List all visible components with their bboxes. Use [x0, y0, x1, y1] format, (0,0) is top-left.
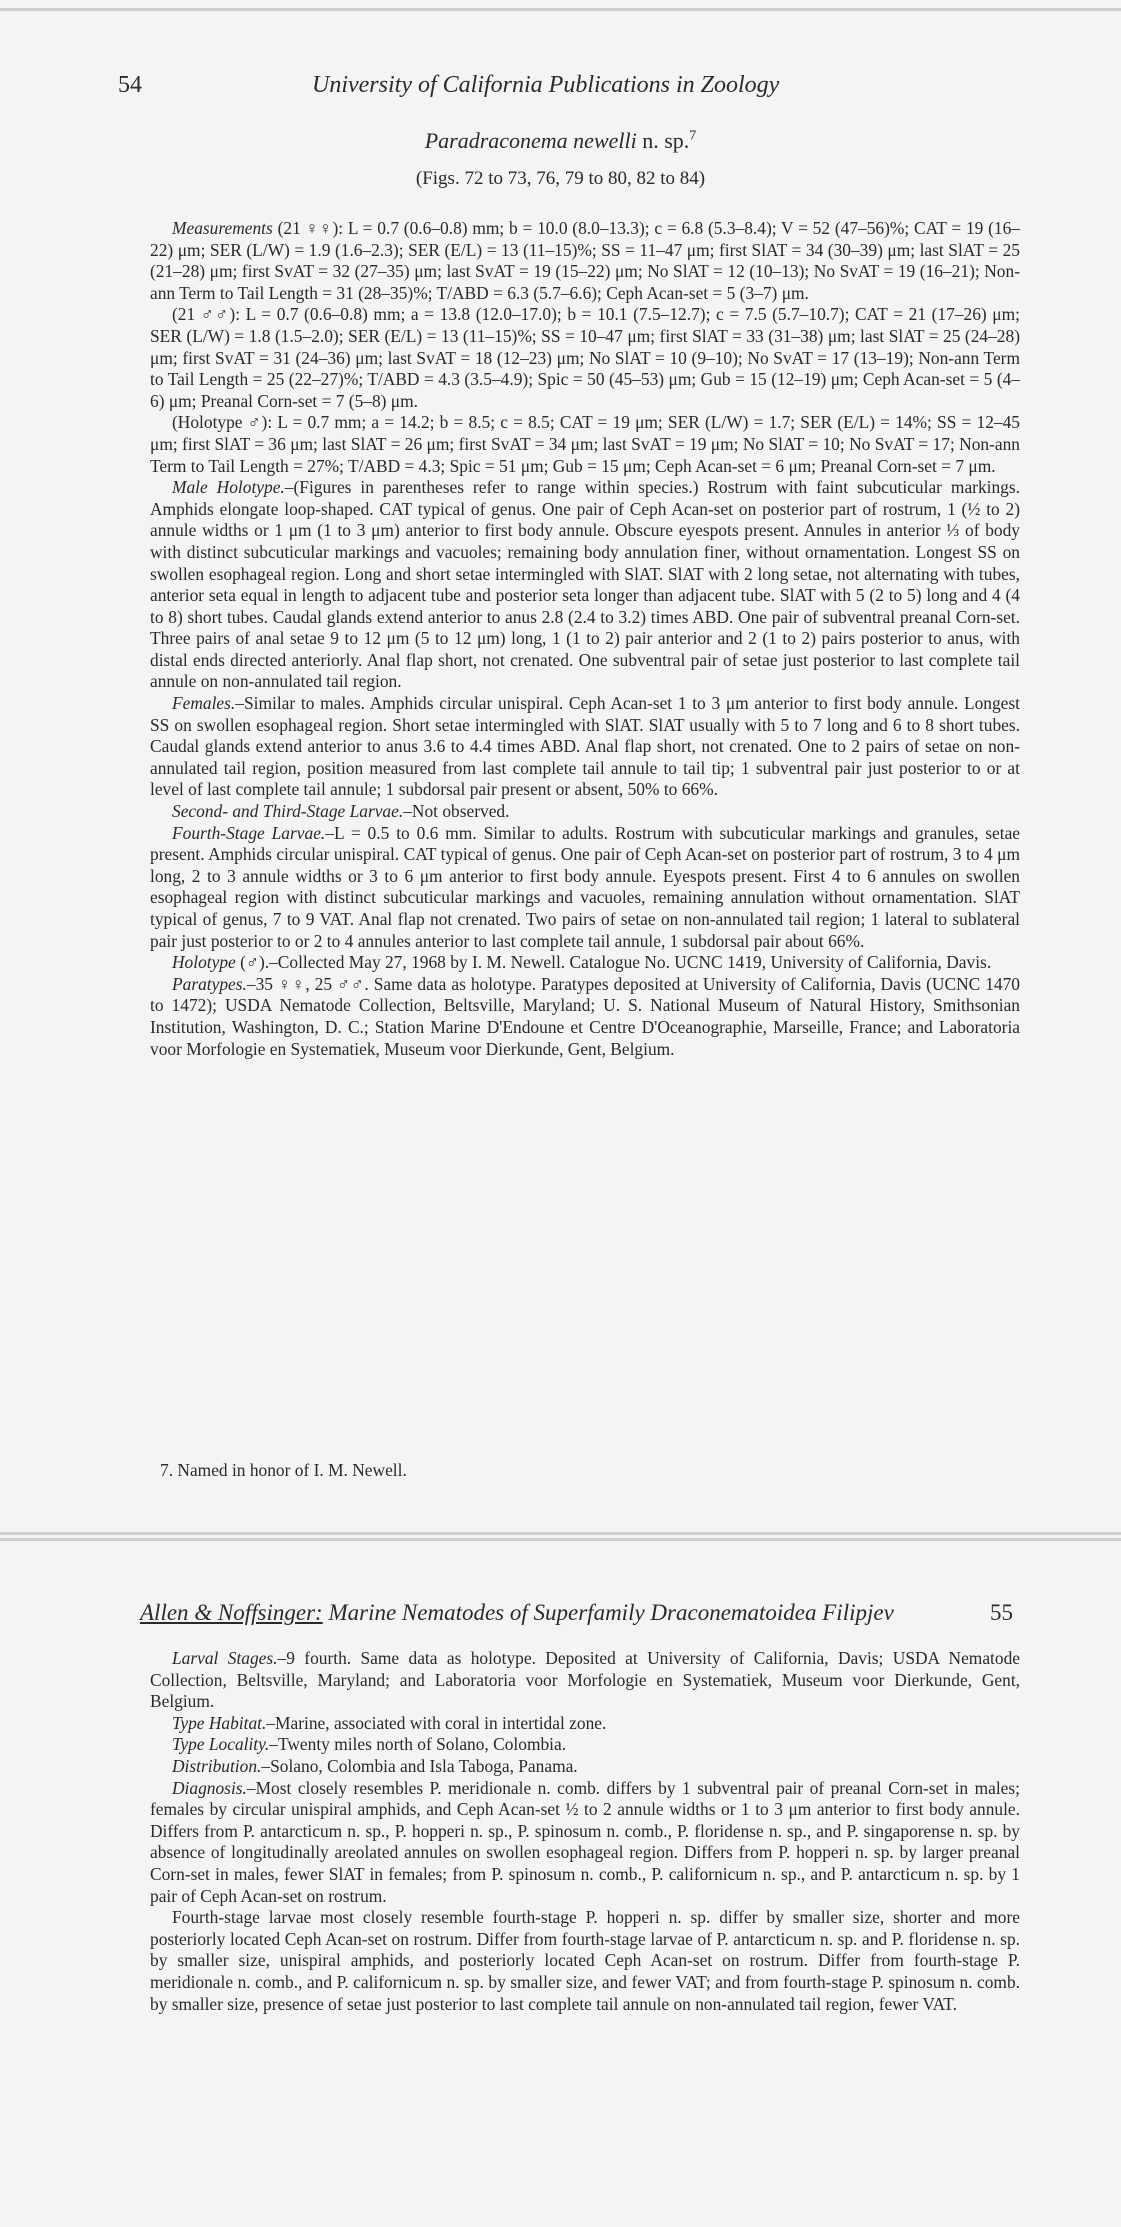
paragraph-measurements-holotype: (Holotype ♂): L = 0.7 mm; a = 14.2; b = 8.5; c = 8.5; CAT = 19 μm; SER (L/W) = 1.7; SER (E/L) = 14%; SS = 12–45 μm; first SlAT = 36 μm; last SlAT = 26 μm; first SvAT = 34 μm; last SvAT = 19 μm; No SlAT = 10; No SvAT = 17; Non-ann Term to Tail Length = 27%; T/ABD = 4.3; Spic = 51 μm; Gub = 15 μm; Ceph Acan-set = 6 μm; Preanal Corn-set = 7 μm.	[150, 412, 1020, 476]
paragraph-larval-stages	[150, 1648, 1020, 1713]
running-head-page-55	[140, 1600, 894, 1626]
fourth-label: Fourth-Stage Larvae.	[172, 822, 326, 843]
species-title: Paradraconema newelli	[424, 128, 637, 153]
male-label: Male Holotype.	[172, 477, 285, 498]
paragraph-distribution	[150, 1756, 1020, 1778]
page-edge	[0, 8, 1121, 11]
diagnosis-label: Diagnosis.	[172, 1777, 247, 1798]
page-divider	[0, 1532, 1121, 1535]
fourth-text: –L = 0.5 to 0.6 mm. Similar to adults. Rostrum with subcuticular markings and granules, setae present. Amphids circular unispiral. CAT typical of genus. One pair of Ceph Acan-set on posterior part of rostrum, 3 to 4 μm long, 2 to 3 annule widths or 3 to 6 μm anterior to first body annule. Eyespots present. First 4 to 6 annules on swollen esophageal region with distinct subcuticular markings and vacuoles, remaining annulation without ornamentation. SlAT typical of genus, 7 to 9 VAT. Anal flap not crenated. Two pairs of setae on non-annulated tail region; 1 lateral to sublateral pair just posterior to or 2 to 4 annules anterior to last complete tail annule, 1 subdorsal pair about 66%.	[150, 822, 1021, 951]
paratypes-text: –35 ♀♀, 25 ♂♂. Same data as holotype. Paratypes deposited at University of California, Davis (UCNC 1470 to 1472); USDA Nematode Collection, Beltsville, Maryland; U. S. National Museum of Natural History, Smithsonian Institution, Washington, D. C.; Station Marine D'Endoune et Centre D'Oceanographie, Marseille, France; and Laboratoria voor Morfologie en Systematiek, Museum voor Dierkunde, Gent, Belgium.	[150, 973, 1020, 1059]
paragraph-females	[150, 693, 1020, 801]
females-label: Females.	[172, 693, 236, 714]
females-text: –Similar to males. Amphids circular unispiral. Ceph Acan-set 1 to 3 μm anterior to first body annule. Longest SS on swollen esophageal region. Short setae intermingled with SlAT. SlAT usually with 5 to 7 long and 6 to 8 short tubes. Caudal glands extend anterior to anus 3.6 to 4.4 times ABD. Anal flap short, not crenated. One to 2 pairs of setae on non-annulated tail region, position measured from last complete tail annule to tail tip; 1 subventral pair just posterior to or at level of last complete tail annule; 1 subdorsal pair present or absent, 50% to 66%.	[150, 693, 1020, 800]
holotype-label: Holotype	[172, 952, 236, 973]
page-number-55: 55	[990, 1600, 1013, 1625]
male-text: –(Figures in parentheses refer to range within species.) Rostrum with faint subcuticular markings. Amphids elongate loop-shaped. CAT typical of genus. One pair of Ceph Acan-set on posterior part of rostrum, 1 (½ to 2) annule widths or 1 μm (1 to 3 μm) anterior to first body annule. Obscure eyespots present. Annules in anterior ⅓ of body with distinct subcuticular markings and vacuoles; remaining body annulation finer, without ornamentation. Longest SS on swollen esophageal region. Long and short setae intermingled with SlAT. SlAT with 2 long setae, not alternating with tubes, anterior seta equal in length to adjacent tube and posterior seta longer than adjacent tube. SlAT with 5 (2 to 5) long and 4 (4 to 8) short tubes. Caudal glands extend anterior to anus 2.8 (2.4 to 3.2) times ABD. One pair of subventral preanal Corn-set. Three pairs of anal setae 9 to 12 μm (5 to 12 μm) long, 1 (1 to 2) pair anterior and 2 (1 to 2) pairs posterior to anus, with distal ends directed anteriorly. Anal flap short, not crenated. One subventral pair of setae just posterior to last complete tail annule on non-annulated tail region.	[150, 477, 1020, 692]
species-suffix: n. sp.	[642, 128, 690, 153]
body-text-page-54	[150, 218, 1020, 1060]
running-head-title: Marine Nematodes of Superfamily Draconematoidea Filipjev	[328, 1600, 894, 1625]
page-number: 54	[118, 72, 142, 98]
paragraph-type-locality	[150, 1734, 1020, 1756]
paragraph-fourth-larvae	[150, 823, 1020, 953]
locality-text: –Twenty miles north of Solano, Colombia.	[269, 1734, 567, 1755]
paragraph-diagnosis	[150, 1778, 1020, 1908]
paragraph-type-habitat	[150, 1713, 1020, 1735]
running-head: University of California Publications in Zoology	[312, 72, 780, 98]
diagnosis-text: –Most closely resembles P. meridionale n. comb. differs by 1 subventral pair of preanal Corn-set in males; females by circular unispiral amphids, and Ceph Acan-set ½ to 2 annule widths or 1 to 3 μm anterior to first body annule. Differs from P. antarcticum n. sp., P. hopperi n. sp., P. spinosum n. comb., P. floridense n. sp., and P. singaporense n. sp. by absence of longitudinally areolated annules on swollen esophageal region. Differs from P. hopperi n. sp. by larger preanal Corn-set in males, fewer SlAT in females; from P. spinosum n. comb., P. californicum n. sp., and P. antarcticum n. sp. by 1 pair of Ceph Acan-set on rostrum.	[150, 1777, 1020, 1906]
holotype-text: (♂).–Collected May 27, 1968 by I. M. Newell. Catalogue No. UCNC 1419, University of California, Davis.	[240, 952, 992, 973]
second-third-label: Second- and Third-Stage Larvae.	[172, 801, 404, 822]
paragraph-paratypes	[150, 974, 1020, 1060]
paragraph-holotype	[150, 952, 1020, 974]
second-third-text: –Not observed.	[403, 801, 510, 822]
paragraph-second-third-larvae	[150, 801, 1020, 823]
paratypes-label: Paratypes.	[172, 973, 247, 994]
paragraph-fourth-stage-diagnosis: Fourth-stage larvae most closely resemble fourth-stage P. hopperi n. sp. differ by smaller size, shorter and more posteriorly located Ceph Acan-set on rostrum. Differ from fourth-stage larvae of P. antarcticum n. sp. and P. floridense n. sp. by smaller size, unispiral amphids, and posteriorly located Ceph Acan-set on rostrum. Differ from fourth-stage P. meridionale n. comb., and P. californicum n. sp. by smaller size, and fewer VAT; and from fourth-stage P. spinosum n. comb. by smaller size, presence of setae just posterior to last complete tail annule on non-annulated tail region, fewer VAT.	[150, 1907, 1020, 2014]
footnote: 7. Named in honor of I. M. Newell.	[160, 1460, 407, 1480]
footnote-mark: 7	[689, 128, 697, 144]
figures-reference: (Figs. 72 to 73, 76, 79 to 80, 82 to 84)	[415, 168, 706, 189]
measurements-label: Measurements	[172, 218, 273, 238]
habitat-label: Type Habitat.	[172, 1712, 267, 1733]
paragraph-measurements-female	[150, 218, 1020, 304]
page-divider	[0, 1538, 1121, 1541]
distribution-label: Distribution.	[172, 1755, 262, 1776]
locality-label: Type Locality.	[172, 1734, 270, 1755]
larval-label: Larval Stages.	[172, 1648, 278, 1668]
habitat-text: –Marine, associated with coral in intertidal zone.	[266, 1712, 607, 1733]
paragraph-measurements-male: (21 ♂♂): L = 0.7 (0.6–0.8) mm; a = 13.8 (12.0–17.0); b = 10.1 (7.5–12.7); c = 7.5 (5.7–10.7); CAT = 21 (17–26) μm; SER (L/W) = 1.8 (1.5–2.0); SER (E/L) = 13 (11–15)%; SS = 10–47 μm; first SlAT = 33 (31–38) μm; last SlAT = 25 (24–28) μm; first SvAT = 31 (24–36) μm; last SvAT = 18 (12–23) μm; No SlAT = 10 (9–10); No SvAT = 17 (13–19); Non-ann Term to Tail Length = 25 (22–27)%; T/ABD = 4.3 (3.5–4.9); Spic = 50 (45–53) μm; Gub = 15 (12–19) μm; Ceph Acan-set = 5 (4–6) μm; Preanal Corn-set = 7 (5–8) μm.	[150, 304, 1020, 411]
paragraph-male-holotype	[150, 477, 1020, 693]
distribution-text: –Solano, Colombia and Isla Taboga, Panama.	[261, 1755, 578, 1776]
running-head-authors: Allen & Noffsinger:	[140, 1600, 323, 1625]
body-text-page-55	[150, 1648, 1020, 2015]
species-heading	[0, 128, 1121, 154]
measurements-female: (21 ♀♀): L = 0.7 (0.6–0.8) mm; b = 10.0 (8.0–13.3); c = 6.8 (5.3–8.4); V = 52 (47–56)%; CAT = 19 (16–22) μm; SER (L/W) = 1.9 (1.6–2.3); SER (E/L) = 13 (11–15)%; SS = 11–47 μm; first SlAT = 34 (30–39) μm; last SlAT = 25 (21–28) μm; first SvAT = 32 (27–35) μm; last SvAT = 19 (15–22) μm; No SlAT = 12 (10–13); No SvAT = 19 (16–21); Non-ann Term to Tail Length = 31 (28–35)%; T/ABD = 6.3 (5.7–6.6); Ceph Acan-set = 5 (3–7) μm.	[150, 218, 1020, 303]
larval-text: –9 fourth. Same data as holotype. Deposited at University of California, Davis; USDA Nematode Collection, Beltsville, Maryland; and Laboratoria voor Morfologie en Systematiek, Museum voor Dierkunde, Gent, Belgium.	[150, 1648, 1020, 1712]
